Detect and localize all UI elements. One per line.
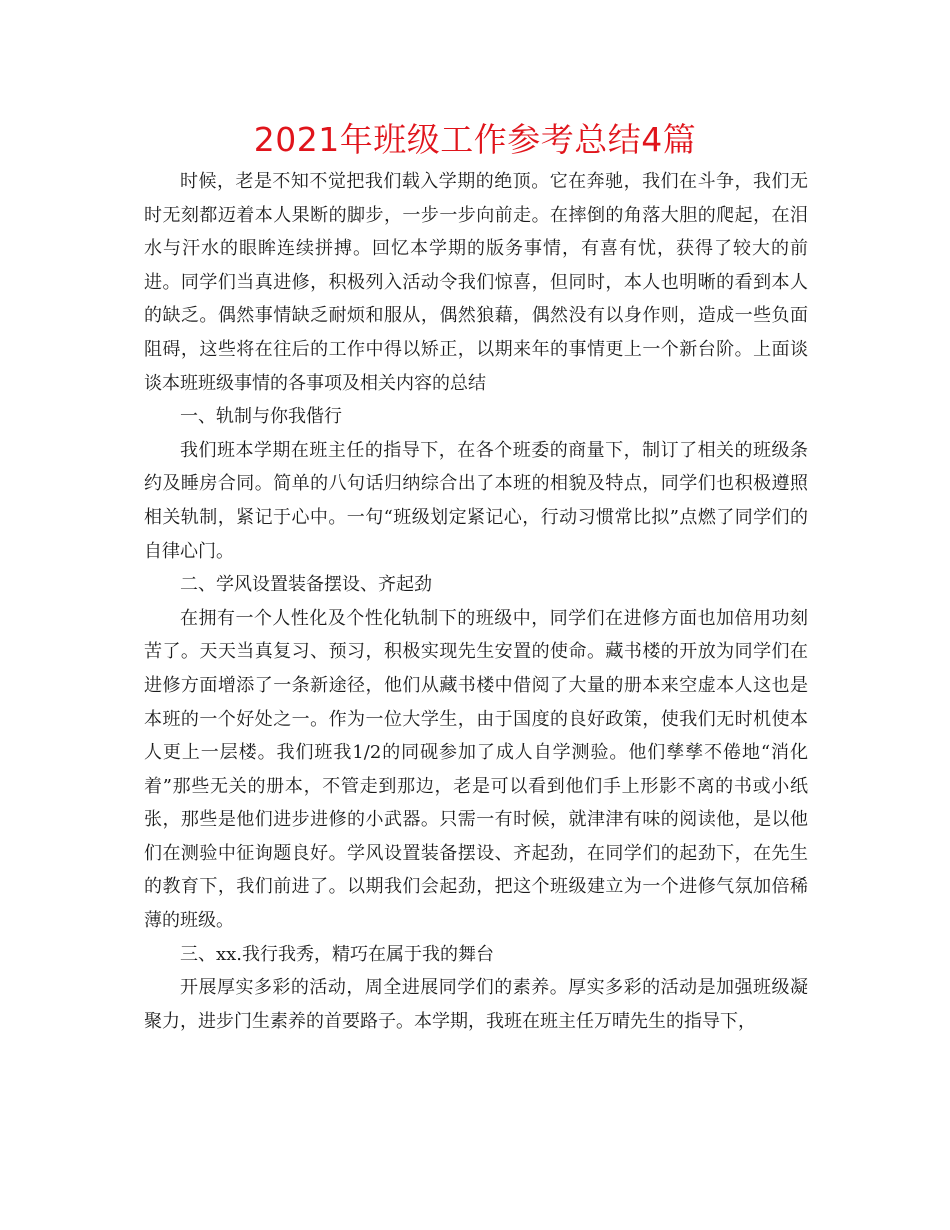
- document-title: 2021年班级工作参考总结4篇: [253, 120, 697, 159]
- section-heading-2: 二、学风设置装备摆设、齐起劲: [180, 574, 432, 596]
- section-paragraph-1: 我们班本学期在班主任的指导下，在各个班委的商量下，制订了相关的班级条约及睡房合同。简单的八句话归纳综合出了本班的相貌及特点，同学们也积极遵照相关轨制，紧记于心中。一句“班级划定紧记心，行动习惯常比拟”点燃了同学们的自律心门。: [144, 439, 808, 562]
- section-paragraph-2: 在拥有一个人性化及个性化轨制下的班级中，同学们在进修方面也加倍用功刻苦了。天天当真复习、预习，积极实现先生安置的使命。藏书楼的开放为同学们在进修方面增添了一条新途径，他们从藏书楼中借阅了大量的册本来空虚本人这也是本班的一个好处之一。作为一位大学生，由于国度的良好政策，使我们无时机使本人更上一层楼。我们班我1/2的同砚参加了成人自学测验。他们孳孳不倦地“消化着”那些无关的册本，不管走到那边，老是可以看到他们手上形影不离的书或小纸张，那些是他们进步进修的小武器。只需一有时候，就津津有味的阅读他，是以他们在测验中征询题良好。学风设置装备摆设、齐起劲，在同学们的起劲下，在先生的教育下，我们前进了。以期我们会起劲，把这个班级建立为一个进修气氛加倍稀薄的班级。: [144, 607, 808, 932]
- document-body: [144, 165, 808, 1038]
- section-heading-1: 一、轨制与你我偕行: [180, 406, 342, 428]
- section-heading-3: 三、xx.我行我秀，精巧在属于我的舞台: [180, 943, 495, 965]
- intro-paragraph: 时候，老是不知不觉把我们载入学期的绝顶。它在奔驰，我们在斗争，我们无时无刻都迈着本人果断的脚步，一步一步向前走。在摔倒的角落大胆的爬起，在泪水与汗水的眼眸连续拼搏。回忆本学期的版务事情，有喜有忧，获得了较大的前进。同学们当真进修，积极列入活动令我们惊喜，但同时，本人也明晰的看到本人的缺乏。偶然事情缺乏耐烦和服从，偶然狼藉，偶然没有以身作则，造成一些负面阻碍，这些将在往后的工作中得以矫正，以期来年的事情更上一个新台阶。上面谈谈本班班级事情的各事项及相关内容的总结: [144, 171, 808, 394]
- section-paragraph-3: 开展厚实多彩的活动，周全进展同学们的素养。厚实多彩的活动是加强班级凝聚力，进步门生素养的首要路子。本学期，我班在班主任万晴先生的指导下，: [144, 977, 808, 1032]
